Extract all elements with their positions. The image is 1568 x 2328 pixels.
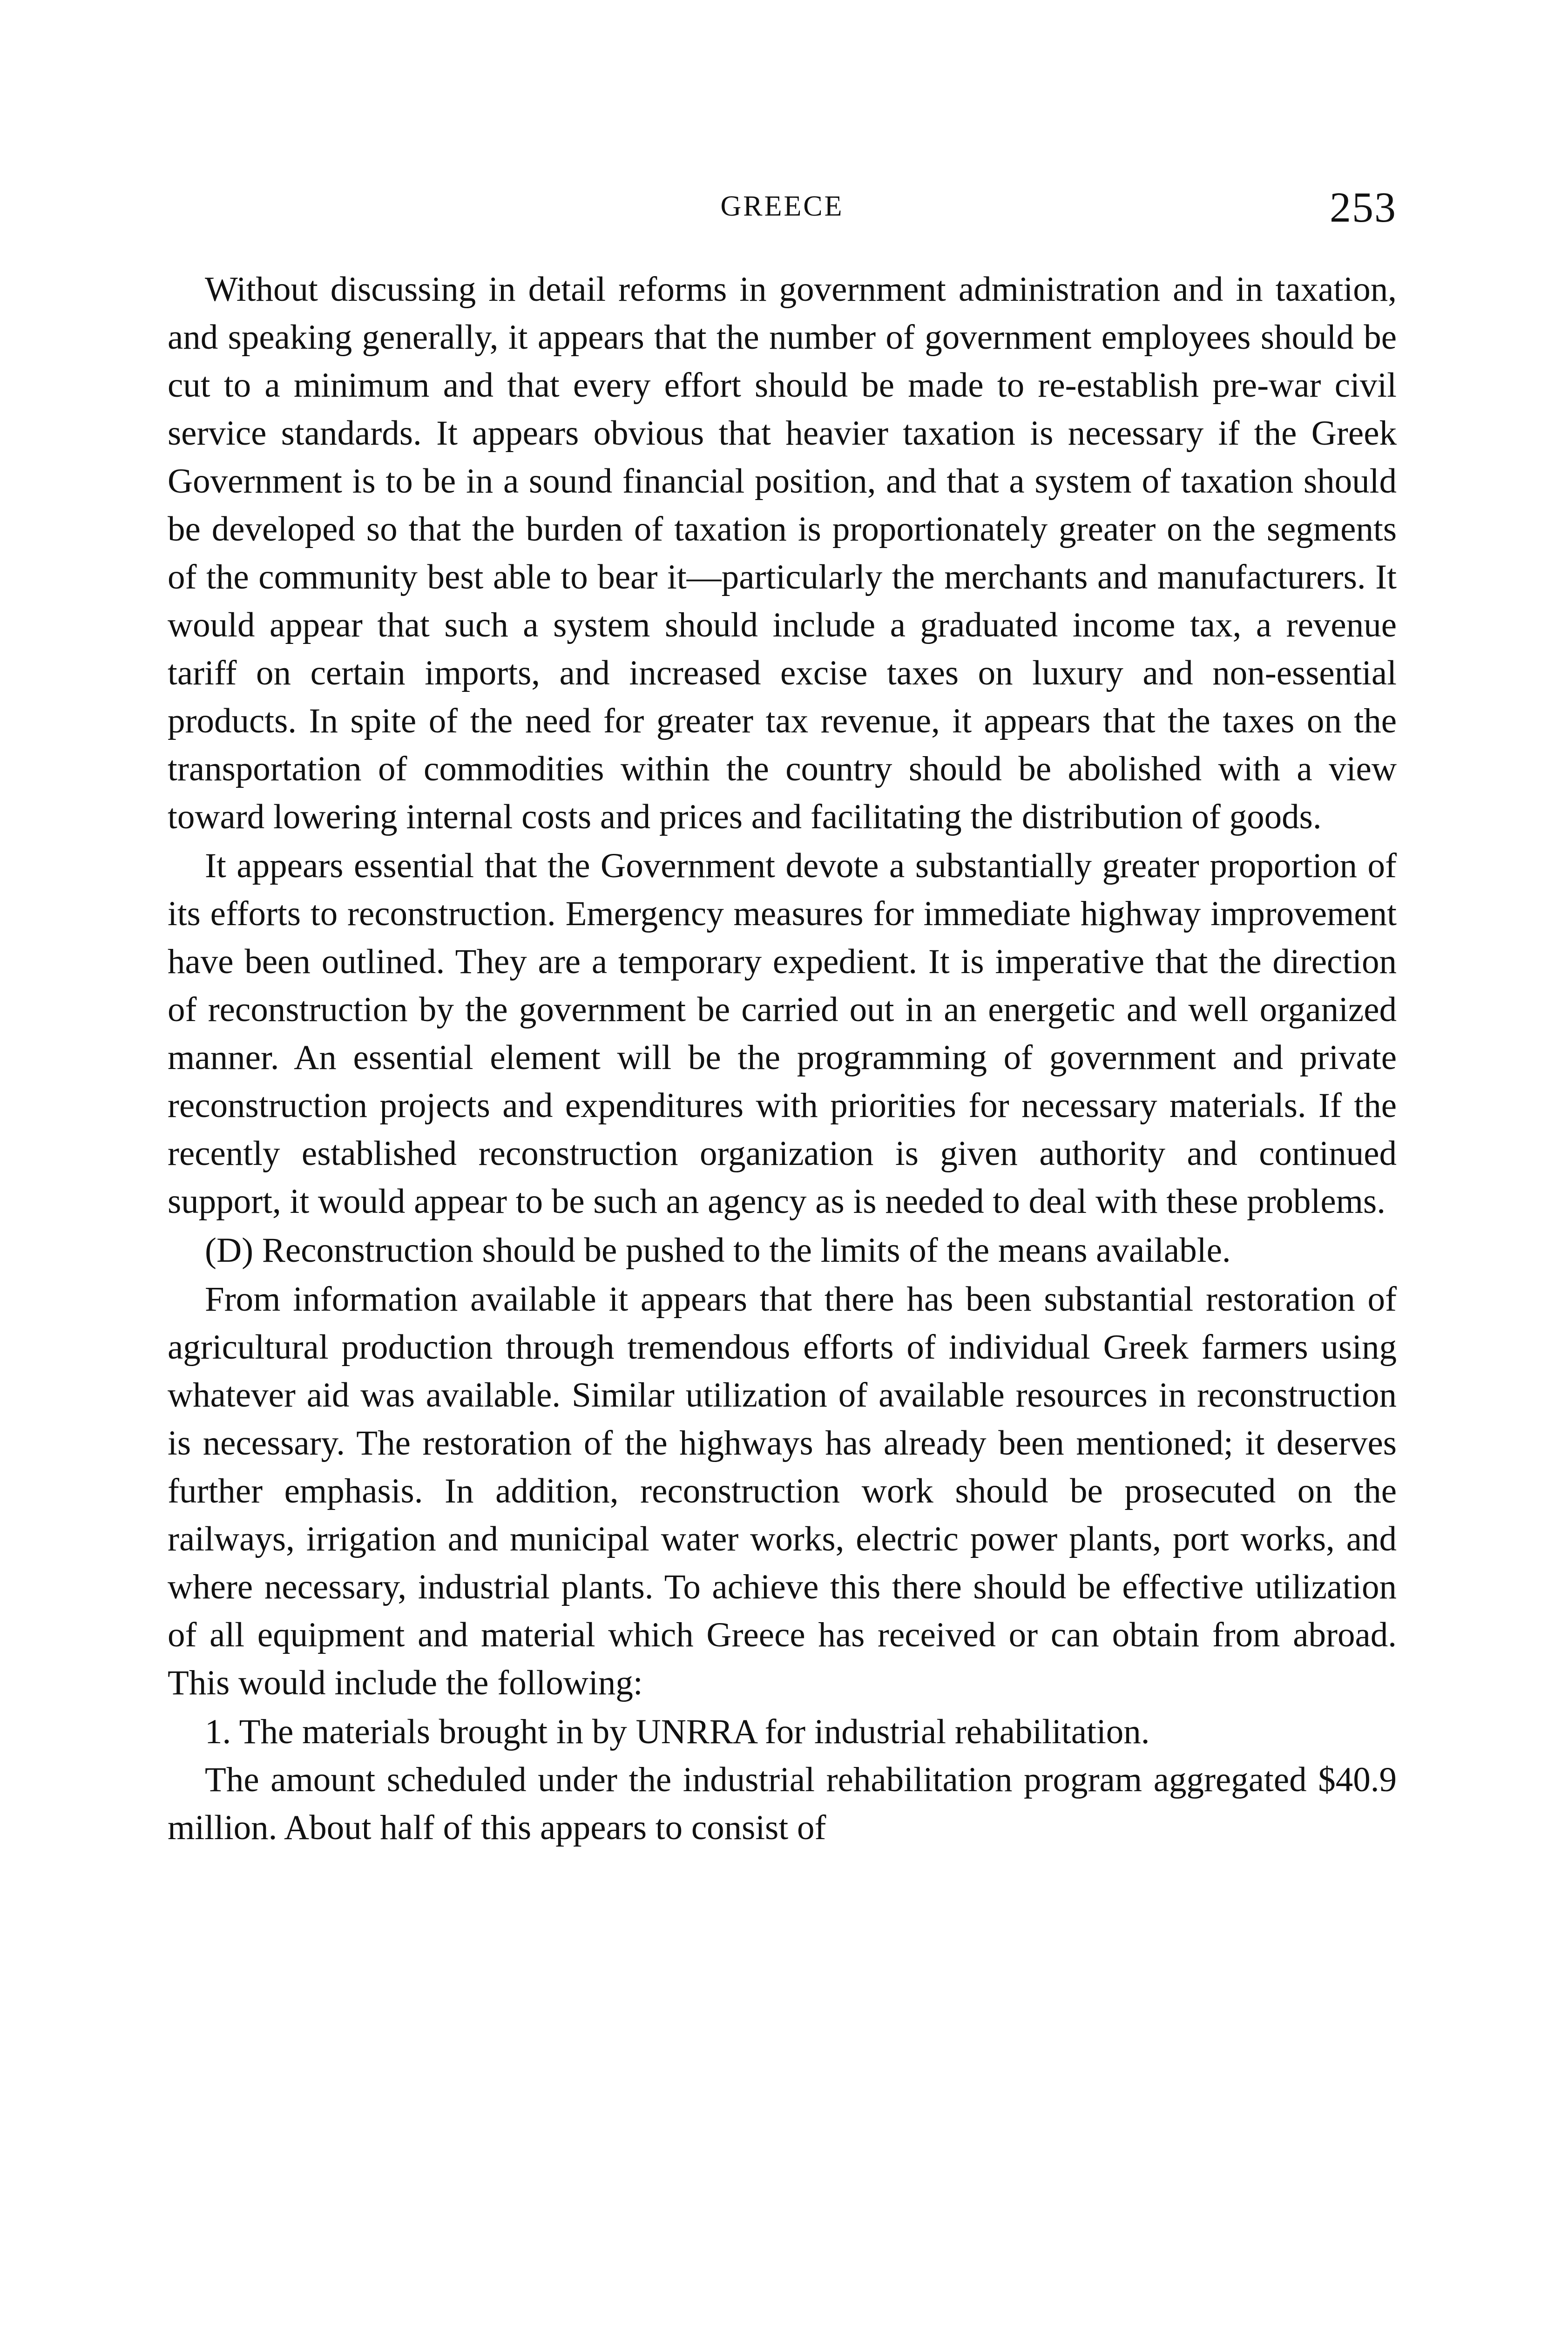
paragraph-section-d: (D) Reconstruction should be pushed to the limits of the means available. (205, 1231, 1231, 1270)
paragraph-reconstruction-effort: It appears essential that the Government devote a substantially greater proportion of its efforts to reconstruction. Emergency measures for immediate highway improvement have been outlined. They are a temporary expedient. It is imperative that the direction of reconstruction by the government be carried out in an energetic and well organized manner. An essential element will be the programming of government and private reconstruction projects and expenditures with priorities for necessary materials. If the recently established reconstruction organization is given authority and continued support, it would appear to be such an agency as is needed to deal with these problems. (168, 846, 1397, 1221)
paragraph-agricultural-restoration: From information available it appears that there has been substantial restoration of agricultural production through tremendous efforts of individual Greek farmers using whatever aid was available. Similar utilization of available resources in reconstruction is necessary. The restoration of the highways has already been mentioned; it deserves further emphasis. In addition, reconstruction work should be prosecuted on the railways, irrigation and municipal water works, electric power plants, port works, and where necessary, industrial plants. To achieve this there should be effective utilization of all equipment and material which Greece has received or can obtain from abroad. This would include the following: (168, 1280, 1397, 1702)
body-text (168, 265, 1397, 1852)
paragraph-unrra-amount: The amount scheduled under the industrial rehabilitation program aggregated $40.9 million. About half of this appears to consist of (168, 1760, 1397, 1847)
paragraph-taxation: Without discussing in detail reforms in government administration and in taxation, and speaking generally, it appears that the number of government employees should be cut to a minimum and that every effort should be made to re-establish pre-war civil service standards. It appears obvious that heavier taxation is necessary if the Greek Government is to be in a sound financial position, and that a system of taxation should be developed so that the burden of taxation is proportionately greater on the segments of the community best able to bear it—particularly the merchants and manufacturers. It would appear that such a system should include a graduated income tax, a revenue tariff on certain imports, and increased excise taxes on luxury and non-essential products. In spite of the need for greater tax revenue, it appears that the taxes on the transportation of commodities within the country should be abolished with a view toward lowering internal costs and prices and facilitating the distribution of goods. (168, 270, 1397, 836)
page-number: 253 (1330, 183, 1397, 231)
running-head (168, 183, 1397, 238)
paragraph-list-item-1: 1. The materials brought in by UNRRA for industrial rehabilitation. (205, 1712, 1150, 1751)
running-title: GREECE (720, 190, 844, 222)
